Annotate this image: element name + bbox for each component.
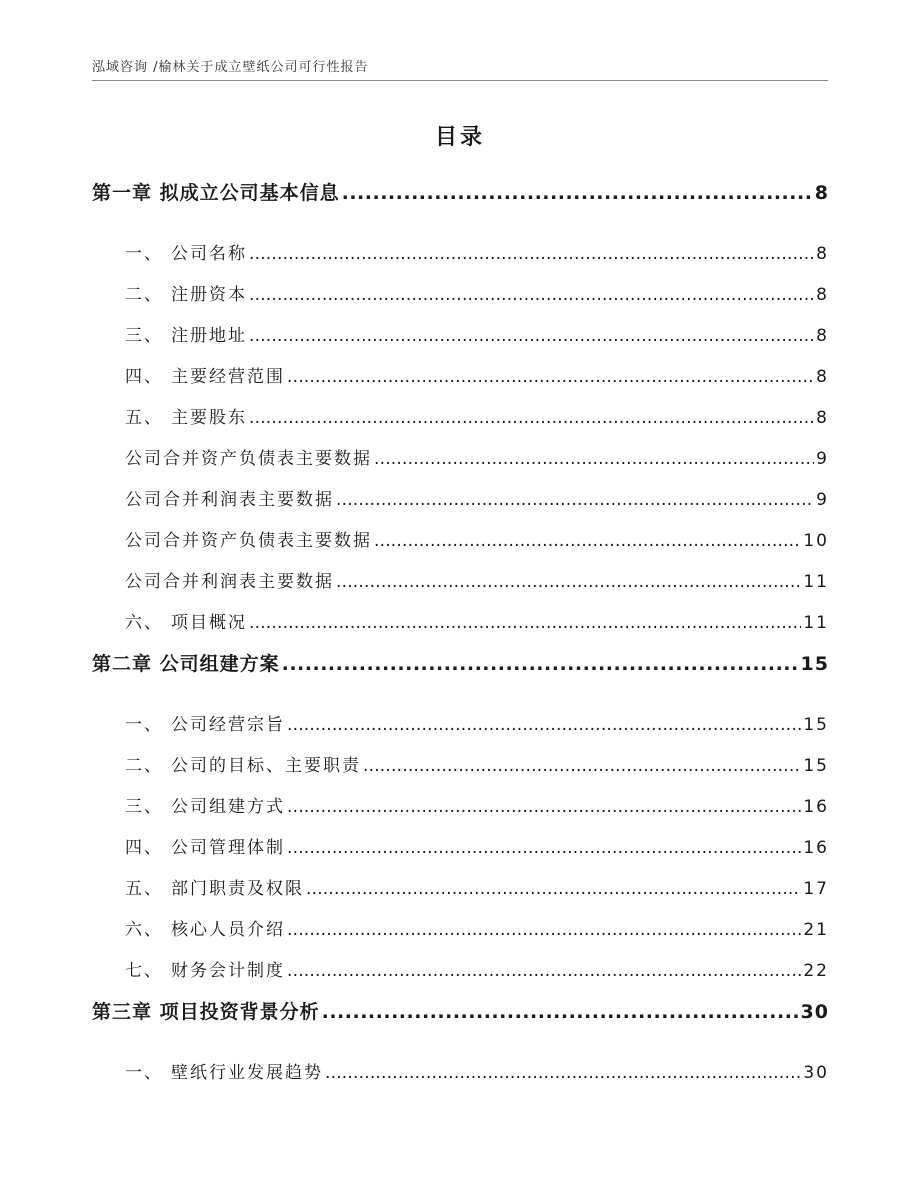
dot-leader <box>249 408 814 428</box>
entry-number: 四、 <box>125 367 163 387</box>
toc-entry[interactable] <box>92 956 829 997</box>
dot-leader <box>336 490 814 510</box>
entry-number: 五、 <box>125 879 163 899</box>
dot-leader <box>287 920 801 940</box>
entry-label <box>92 526 372 551</box>
page-number: 30 <box>803 1063 829 1083</box>
entry-number: 二、 <box>125 756 163 776</box>
entry-number: 三、 <box>125 797 163 817</box>
page-number: 30 <box>800 1001 829 1023</box>
dot-leader <box>287 715 801 735</box>
page-number: 10 <box>803 531 829 551</box>
toc-entry[interactable] <box>92 321 829 362</box>
toc-entry[interactable] <box>92 403 829 444</box>
entry-text: 主要经营范围 <box>171 367 285 387</box>
page-number: 15 <box>803 756 829 776</box>
page-number: 8 <box>816 285 829 305</box>
entry-label <box>92 608 247 633</box>
page-number: 16 <box>803 797 829 817</box>
toc-entry[interactable] <box>92 485 829 526</box>
entry-label <box>92 792 285 817</box>
entry-label <box>92 874 304 899</box>
entry-text: 公司合并资产负债表主要数据 <box>125 449 372 469</box>
page-number: 8 <box>816 367 829 387</box>
toc-entry[interactable] <box>92 526 829 567</box>
entry-label <box>92 485 334 510</box>
entry-text: 主要股东 <box>171 408 247 428</box>
dot-leader <box>306 879 801 899</box>
dot-leader <box>374 449 814 469</box>
entry-number: 一、 <box>125 715 163 735</box>
entry-text: 注册资本 <box>171 285 247 305</box>
dot-leader <box>249 244 814 264</box>
toc-entry[interactable] <box>92 362 829 403</box>
entry-text: 注册地址 <box>171 326 247 346</box>
entry-text: 公司合并利润表主要数据 <box>125 490 334 510</box>
entry-label <box>92 915 285 940</box>
entry-number: 三、 <box>125 326 163 346</box>
chapter-title: 第二章 公司组建方案 <box>92 653 280 675</box>
toc-entry[interactable] <box>92 280 829 321</box>
page-number: 15 <box>803 715 829 735</box>
toc-chapter-2[interactable] <box>92 649 829 690</box>
page-number: 8 <box>814 182 829 204</box>
page-number: 9 <box>816 490 829 510</box>
toc-entry[interactable] <box>92 608 829 649</box>
toc-entry[interactable] <box>92 444 829 485</box>
entry-label <box>92 751 361 776</box>
dot-leader <box>287 961 801 981</box>
entry-number: 二、 <box>125 285 163 305</box>
entry-number: 七、 <box>125 961 163 981</box>
page-number: 8 <box>816 408 829 428</box>
entry-text: 公司管理体制 <box>171 838 285 858</box>
entry-number: 一、 <box>125 1063 163 1083</box>
entry-text: 公司合并资产负债表主要数据 <box>125 531 372 551</box>
toc-title: 目录 <box>434 125 485 150</box>
page-number: 11 <box>803 613 829 633</box>
entry-text: 公司的目标、主要职责 <box>171 756 361 776</box>
dot-leader <box>287 797 801 817</box>
toc-entry[interactable] <box>92 833 829 874</box>
chapter-title: 第一章 拟成立公司基本信息 <box>92 182 340 204</box>
entry-label <box>92 239 247 264</box>
entry-label <box>92 444 372 469</box>
entry-text: 壁纸行业发展趋势 <box>171 1063 323 1083</box>
dot-leader <box>374 531 801 551</box>
dot-leader <box>249 326 814 346</box>
toc-chapter-1[interactable] <box>92 178 829 219</box>
page-number: 11 <box>803 572 829 592</box>
entry-text: 公司经营宗旨 <box>171 715 285 735</box>
entry-label <box>92 833 285 858</box>
entry-text: 公司组建方式 <box>171 797 285 817</box>
entry-label <box>92 956 285 981</box>
dot-leader <box>342 182 813 204</box>
dot-leader <box>249 613 801 633</box>
page-number: 21 <box>803 920 829 940</box>
toc-entry[interactable] <box>92 1058 829 1099</box>
entry-text: 核心人员介绍 <box>171 920 285 940</box>
page-number: 22 <box>803 961 829 981</box>
entry-text: 公司合并利润表主要数据 <box>125 572 334 592</box>
entry-label <box>92 321 247 346</box>
dot-leader <box>287 838 801 858</box>
table-of-contents <box>92 178 829 1099</box>
dot-leader <box>287 367 814 387</box>
page-number: 8 <box>816 326 829 346</box>
entry-number: 六、 <box>125 613 163 633</box>
entry-text: 财务会计制度 <box>171 961 285 981</box>
entry-number: 五、 <box>125 408 163 428</box>
page-number: 17 <box>803 879 829 899</box>
entry-label <box>92 1058 323 1083</box>
toc-entry[interactable] <box>92 239 829 280</box>
toc-chapter-3[interactable] <box>92 997 829 1038</box>
chapter-title: 第三章 项目投资背景分析 <box>92 1001 320 1023</box>
page-number: 9 <box>816 449 829 469</box>
dot-leader <box>282 653 799 675</box>
entry-text: 部门职责及权限 <box>171 879 304 899</box>
page-number: 15 <box>800 653 829 675</box>
toc-entry[interactable] <box>92 874 829 915</box>
dot-leader <box>325 1063 801 1083</box>
entry-label <box>92 280 247 305</box>
entry-number: 四、 <box>125 838 163 858</box>
entry-text: 公司名称 <box>171 244 247 264</box>
entry-label <box>92 403 247 428</box>
dot-leader <box>322 1001 799 1023</box>
dot-leader <box>249 285 814 305</box>
page-number: 8 <box>816 244 829 264</box>
entry-label <box>92 567 334 592</box>
toc-entry[interactable] <box>92 792 829 833</box>
entry-text: 项目概况 <box>171 613 247 633</box>
toc-entry[interactable] <box>92 751 829 792</box>
dot-leader <box>363 756 801 776</box>
dot-leader <box>336 572 801 592</box>
entry-label <box>92 710 285 735</box>
entry-label <box>92 362 285 387</box>
toc-entry[interactable] <box>92 710 829 751</box>
toc-entry[interactable] <box>92 915 829 956</box>
toc-entry[interactable] <box>92 567 829 608</box>
page-number: 16 <box>803 838 829 858</box>
running-header: 泓域咨询 /榆林关于成立壁纸公司可行性报告 <box>92 60 369 75</box>
entry-number: 一、 <box>125 244 163 264</box>
header-divider <box>92 80 828 81</box>
entry-number: 六、 <box>125 920 163 940</box>
